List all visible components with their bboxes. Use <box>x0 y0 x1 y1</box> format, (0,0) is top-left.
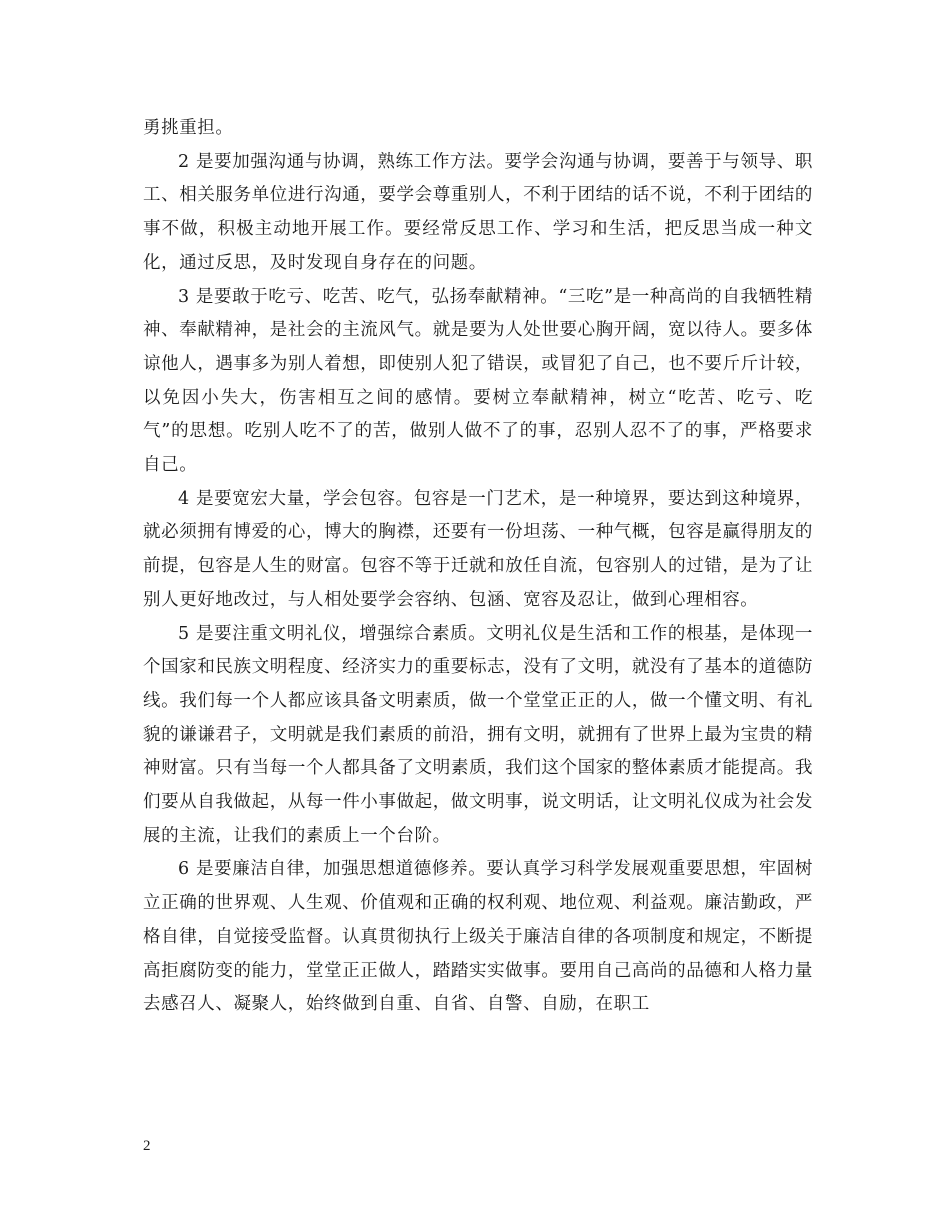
body-text <box>143 112 813 1022</box>
paragraph-point-2: 2 是要加强沟通与协调，熟练工作方法。要学会沟通与协调，要善于与领导、职工、相关服务单位进行沟通，要学会尊重别人，不利于团结的话不说，不利于团结的事不做，积极主动地开展工作。要经常反思工作、学习和生活，把反思当成一种文化，通过反思，及时发现自身存在的问题。 <box>143 151 813 273</box>
paragraph-point-3: 3 是要敢于吃亏、吃苦、吃气，弘扬奉献精神。“三吃”是一种高尚的自我牺牲精神、奉献精神，是社会的主流风气。就是要为人处世要心胸开阔，宽以待人。要多体谅他人，遇事多为别人着想，即使别人犯了错误，或冒犯了自己，也不要斤斤计较，以免因小失大，伤害相互之间的感情。要树立奉献精神，树立“吃苦、吃亏、吃气”的思想。吃别人吃不了的苦，做别人做不了的事，忍别人忍不了的事，严格要求自己。 <box>143 286 813 476</box>
paragraph-continuation: 勇挑重担。 <box>143 118 234 138</box>
paragraph-point-6: 6 是要廉洁自律，加强思想道德修养。要认真学习科学发展观重要思想，牢固树立正确的世界观、人生观、价值观和正确的权利观、地位观、利益观。廉洁勤政，严格自律，自觉接受监督。认真贯彻执行上级关于廉洁自律的各项制度和规定，不断提高拒腐防变的能力，堂堂正正做人，踏踏实实做事。要用自己高尚的品德和人格力量去感召人、凝聚人，始终做到自重、自省、自警、自励，在职工 <box>143 859 813 1015</box>
page-number: 2 <box>143 1138 151 1154</box>
paragraph-point-5: 5 是要注重文明礼仪，增强综合素质。文明礼仪是生活和工作的根基，是体现一个国家和民族文明程度、经济实力的重要标志，没有了文明，就没有了基本的道德防线。我们每一个人都应该具备文明素质，做一个堂堂正正的人，做一个懂文明、有礼貌的谦谦君子，文明就是我们素质的前沿，拥有文明，就拥有了世界上最为宝贵的精神财富。只有当每一个人都具备了文明素质，我们这个国家的整体素质才能提高。我们要从自我做起，从每一件小事做起，做文明事，说文明话，让文明礼仪成为社会发展的主流，让我们的素质上一个台阶。 <box>143 623 813 846</box>
paragraph-point-4: 4 是要宽宏大量，学会包容。包容是一门艺术，是一种境界，要达到这种境界，就必须拥有博爱的心，博大的胸襟，还要有一份坦荡、一种气概，包容是赢得朋友的前提，包容是人生的财富。包容不等于迁就和放任自流，包容别人的过错，是为了让别人更好地改过，与人相处要学会容纳、包涵、宽容及忍让，做到心理相容。 <box>143 488 813 610</box>
